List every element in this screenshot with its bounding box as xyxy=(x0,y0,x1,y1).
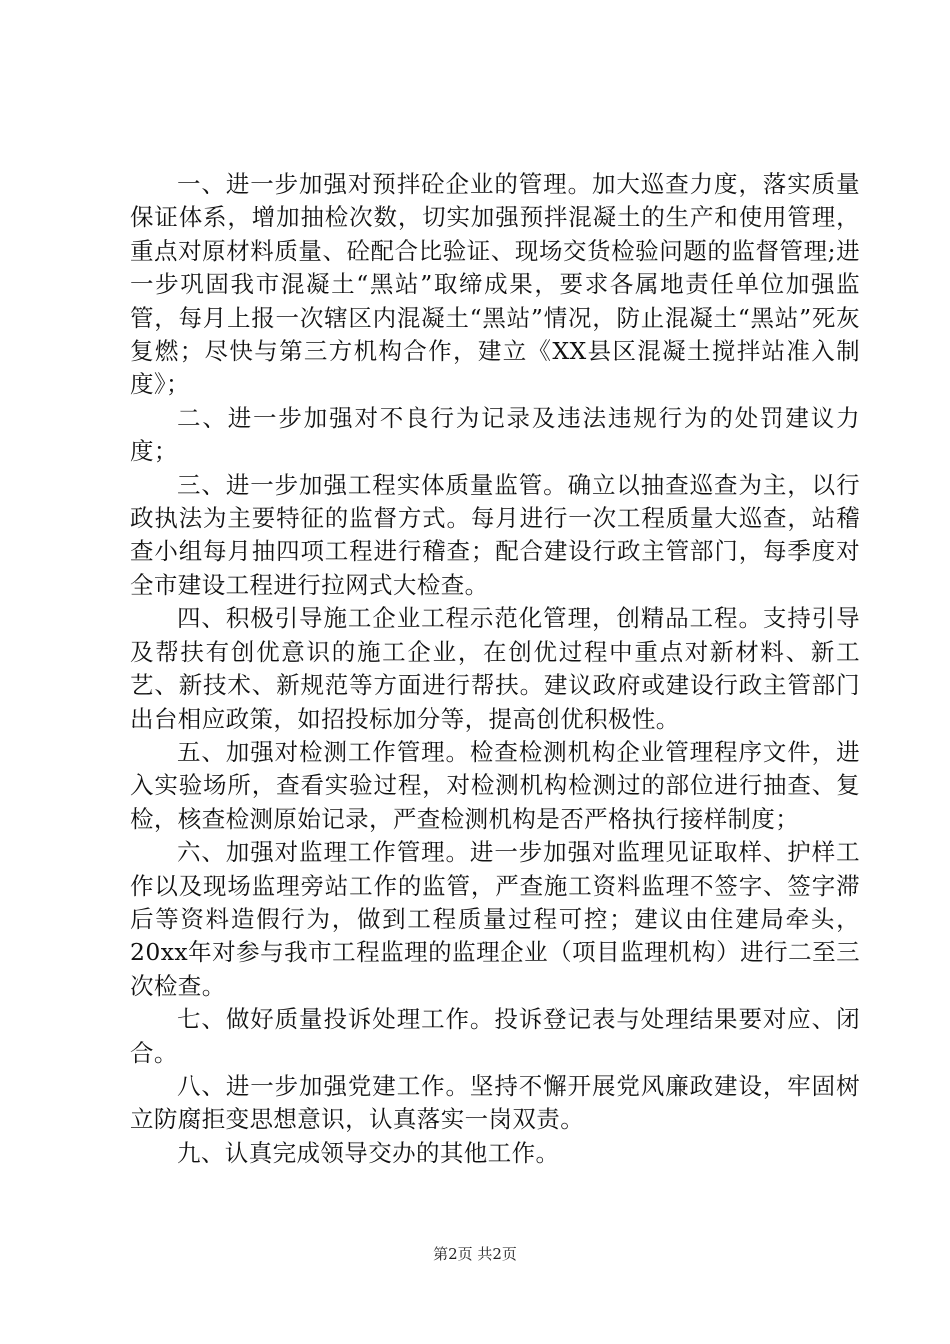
paragraph-5: 五、加强对检测工作管理。检查检测机构企业管理程序文件，进入实验场所，查看实验过程，对检测机构检测过的部位进行抽查、复检，核查检测原始记录，严查检测机构是否严格执行接样制度； xyxy=(130,737,860,833)
paragraph-3: 三、进一步加强工程实体质量监管。确立以抽查巡查为主，以行政执法为主要特征的监督方式。每月进行一次工程质量大巡查，站稽查小组每月抽四项工程进行稽查；配合建设行政主管部门，每季度对全市建设工程进行拉网式大检查。 xyxy=(130,470,860,599)
paragraph-9: 九、认真完成领导交办的其他工作。 xyxy=(177,1138,560,1167)
paragraph-7: 七、做好质量投诉处理工作。投诉登记表与处理结果要对应、闭合。 xyxy=(130,1005,860,1067)
paragraph-4: 四、积极引导施工企业工程示范化管理，创精品工程。支持引导及帮扶有创优意识的施工企业，在创优过程中重点对新材料、新工艺、新技术、新规范等方面进行帮扶。建议政府或建设行政主管部门出台相应政策，如招投标加分等，提高创优积极性。 xyxy=(130,604,860,733)
paragraph-1: 一、进一步加强对预拌砼企业的管理。加大巡查力度，落实质量保证体系，增加抽检次数，切实加强预拌混凝土的生产和使用管理，重点对原材料质量、砼配合比验证、现场交货检验问题的监督管理;进一步巩固我市混凝土“黑站”取缔成果，要求各属地责任单位加强监管，每月上报一次辖区内混凝土“黑站”情况，防止混凝土“黑站”死灰复燃；尽快与第三方机构合作，建立《XX县区混凝土搅拌站准入制度》； xyxy=(130,170,860,399)
paragraph-8: 八、进一步加强党建工作。坚持不懈开展党风廉政建设，牢固树立防腐拒变思想意识，认真落实一岗双责。 xyxy=(130,1071,860,1134)
document-body xyxy=(130,168,860,1170)
page-footer: 第2页 共2页 xyxy=(433,1245,517,1263)
paragraph-6: 六、加强对监理工作管理。进一步加强对监理见证取样、护样工作以及现场监理旁站工作的监管，严查施工资料监理不签字、签字滞后等资料造假行为，做到工程质量过程可控；建议由住建局牵头，20xx年对参与我市工程监理的监理企业（项目监理机构）进行二至三次检查。 xyxy=(130,838,860,1000)
paragraph-2: 二、进一步加强对不良行为记录及违法违规行为的处罚建议力度； xyxy=(130,403,860,466)
